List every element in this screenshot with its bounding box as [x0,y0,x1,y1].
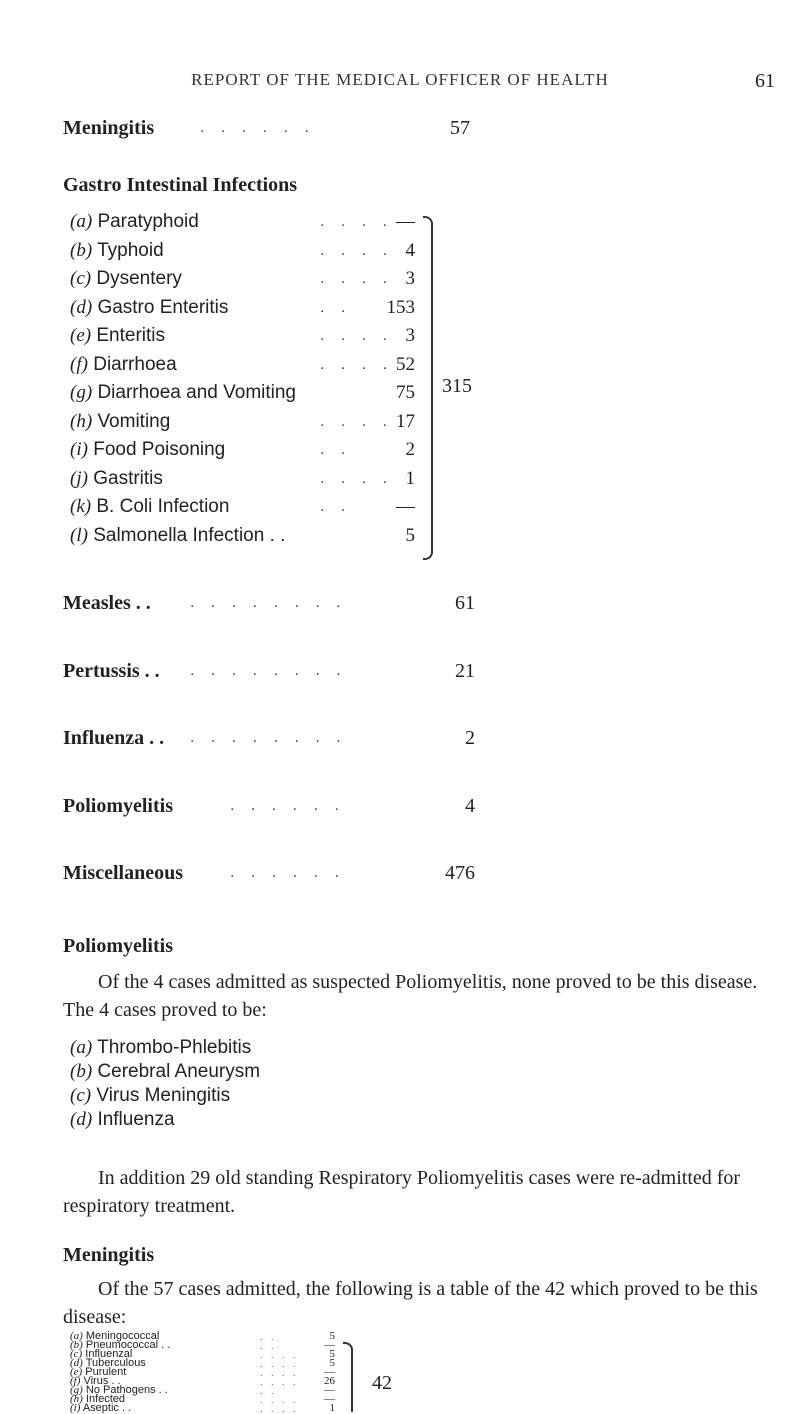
gastro-item-label: Diarrhoea and Vomiting [97,382,297,403]
dot-leader: . . [320,298,352,316]
dot-leader: . . . . . . . . [190,662,347,679]
gastro-item-letter: (g) [70,382,93,403]
gastro-item-value: 5 [405,524,415,546]
gastro-item [70,382,296,404]
meningitis-item-letter: (d) [70,1357,83,1369]
dot-leader: . . . . . . [230,797,345,814]
gastro-item [70,354,177,376]
gastro-item-letter: (h) [70,410,93,432]
miscellaneous-value: 476 [445,862,475,884]
meningitis-brace [343,1342,353,1412]
polio-item-letter: (d) [70,1109,93,1130]
gastro-item-label: B. Coli Infection [96,496,230,517]
pertussis-value: 21 [455,660,475,682]
gastro-total: 315 [442,375,472,397]
gastro-item-value: 4 [405,239,415,261]
gastro-item-label: Vomiting [97,410,171,432]
gastro-heading: Gastro Intestinal Infections [63,174,298,196]
gastro-item-label: Enteritis [96,325,166,346]
gastro-item-value: 2 [405,439,415,460]
poliomyelitis-value: 4 [465,795,475,817]
dot-leader: . . [260,1332,277,1342]
page-number: 61 [755,70,775,92]
meningitis-item-label: Tuberculous [85,1357,146,1369]
dot-leader: . . . . . . [230,864,345,881]
measles-label: Measles . . [63,592,151,614]
meningitis-item-label: Pneumococcal . . [85,1339,171,1351]
gastro-item [70,439,225,461]
dot-leader: . . . . [320,270,394,287]
running-header: REPORT OF THE MEDICAL OFFICER OF HEALTH [191,70,609,89]
polio-section-heading: Poliomyelitis [63,935,173,957]
miscellaneous-label: Miscellaneous [63,862,183,884]
gastro-item-value: 3 [405,325,415,346]
gastro-item [70,297,228,319]
gastro-item-letter: (b) [70,239,93,261]
gastro-item-value: — [396,211,415,232]
meningitis-item-label: Aseptic . . [82,1402,132,1414]
gastro-item [70,496,229,518]
gastro-item-letter: (j) [70,467,88,489]
gastro-item-letter: (f) [70,353,88,375]
meningitis-item-label: Virus . . [83,1375,121,1387]
dot-leader: . . . . [320,241,394,259]
gastro-item-letter: (i) [70,439,88,460]
meningitis-item-letter: (f) [70,1375,81,1387]
gastro-item-label: Dysentery [96,268,182,289]
meningitis-item-value: 5 [329,1330,335,1342]
meningitis-item-value: 5 [329,1348,335,1360]
dot-leader: . . [320,441,352,458]
meningitis-item-label: Meningococcal [85,1330,160,1342]
dot-leader: . . . . [260,1377,299,1387]
gastro-item [70,268,182,290]
meningitis-item-value: 5 [329,1357,335,1369]
polio-item-letter: (b) [70,1061,93,1082]
influenza-value: 2 [465,727,475,749]
dot-leader: . . . . . . [200,119,315,136]
influenza-label: Influenza . . [63,727,165,749]
polio-item-label: Cerebral Aneurysm [97,1061,261,1082]
polio-paragraph-1: Of the 4 cases admitted as suspected Poliomyelitis, none proved to be this disease. The 4 cases proved to be: [63,971,758,1021]
polio-item [70,1061,260,1083]
meningitis-item-letter: (g) [70,1384,83,1396]
meningitis-item-letter: (i) [70,1402,81,1414]
meningitis-summary-value: 57 [450,117,470,139]
gastro-item-letter: (e) [70,325,92,346]
dot-leader: . . . . . . . . [190,729,347,746]
dot-leader: . . [260,1341,277,1351]
gastro-item [70,525,285,547]
polio-item-label: Influenza [97,1109,175,1130]
poliomyelitis-label: Poliomyelitis [63,795,173,817]
meningitis-item-letter: (h) [70,1393,83,1405]
gastro-item-value: 3 [405,268,415,289]
meningitis-item-label: No Pathogens . . [85,1384,168,1396]
gastro-item-label: Salmonella Infection . . [93,524,286,546]
gastro-item-letter: (l) [70,524,88,546]
dot-leader: . . . . [320,469,394,487]
gastro-item-value: 17 [396,410,415,432]
polio-item-letter: (c) [70,1085,92,1106]
meningitis-item-label: Purulent [85,1366,127,1378]
dot-leader: . . . . [260,1359,299,1369]
meningitis-item [70,1402,131,1414]
gastro-item-value: 1 [405,467,415,489]
meningitis-paragraph: Of the 57 cases admitted, the following is a table of the 42 which proved to be this disease: [63,1278,758,1328]
dot-leader: . . . . [320,412,394,430]
dot-leader: . . [260,1386,277,1396]
gastro-item-label: Diarrhoea [93,353,177,375]
dot-leader: . . [320,498,352,515]
meningitis-item-letter: (e) [70,1366,83,1378]
meningitis-item-letter: (c) [70,1348,83,1360]
gastro-item [70,240,164,262]
meningitis-item-value: 26 [324,1375,335,1387]
polio-item-label: Virus Meningitis [96,1085,231,1106]
meningitis-item-letter: (b) [70,1339,83,1351]
gastro-item-value: 153 [386,296,415,318]
gastro-item-label: Paratyphoid [97,211,199,232]
meningitis-total: 42 [372,1372,392,1394]
dot-leader: . . . . [320,327,394,344]
polio-item-letter: (a) [70,1037,93,1058]
dot-leader: . . . . [260,1350,299,1360]
dot-leader: . . . . [260,1368,299,1378]
dot-leader: . . . . [260,1404,299,1414]
meningitis-item-value: — [324,1366,335,1378]
meningitis-item-label: Infected [85,1393,126,1405]
gastro-item-letter: (d) [70,296,93,318]
dot-leader: . . . . [320,355,394,373]
polio-paragraph-2: In addition 29 old standing Respiratory Poliomyelitis cases were re-admitted for respiratory treatment. [63,1167,741,1217]
meningitis-item-letter: (a) [70,1330,83,1342]
meningitis-item-value: — [324,1339,335,1351]
meningitis-item-value: — [324,1393,335,1405]
dot-leader: . . . . [260,1395,299,1405]
gastro-item-label: Food Poisoning [93,439,226,460]
gastro-item-value: — [396,496,415,517]
gastro-item [70,468,163,490]
measles-value: 61 [455,592,475,614]
gastro-item-letter: (a) [70,211,93,232]
meningitis-item-value: — [324,1384,335,1396]
meningitis-item-value: 1 [329,1402,335,1414]
gastro-item-label: Typhoid [97,239,164,261]
pertussis-label: Pertussis . . [63,660,160,682]
gastro-item-value: 52 [396,353,415,375]
gastro-item-value: 75 [396,382,415,403]
dot-leader: . . . . [320,213,394,230]
polio-item [70,1037,251,1059]
gastro-item [70,211,199,233]
gastro-item-letter: (k) [70,496,92,517]
gastro-item [70,411,170,433]
gastro-item [70,325,165,347]
meningitis-section-heading: Meningitis [63,1244,155,1266]
gastro-item-letter: (c) [70,268,92,289]
polio-item [70,1109,175,1131]
meningitis-item-label: Influenzal [85,1348,133,1360]
gastro-item-label: Gastro Enteritis [97,296,229,318]
dot-leader: . . . . . . . . [190,594,347,611]
polio-item [70,1085,230,1107]
gastro-brace [423,216,433,560]
meningitis-summary-label: Meningitis [63,117,155,139]
gastro-item-label: Gastritis [93,467,163,489]
polio-item-label: Thrombo-Phlebitis [97,1037,252,1058]
